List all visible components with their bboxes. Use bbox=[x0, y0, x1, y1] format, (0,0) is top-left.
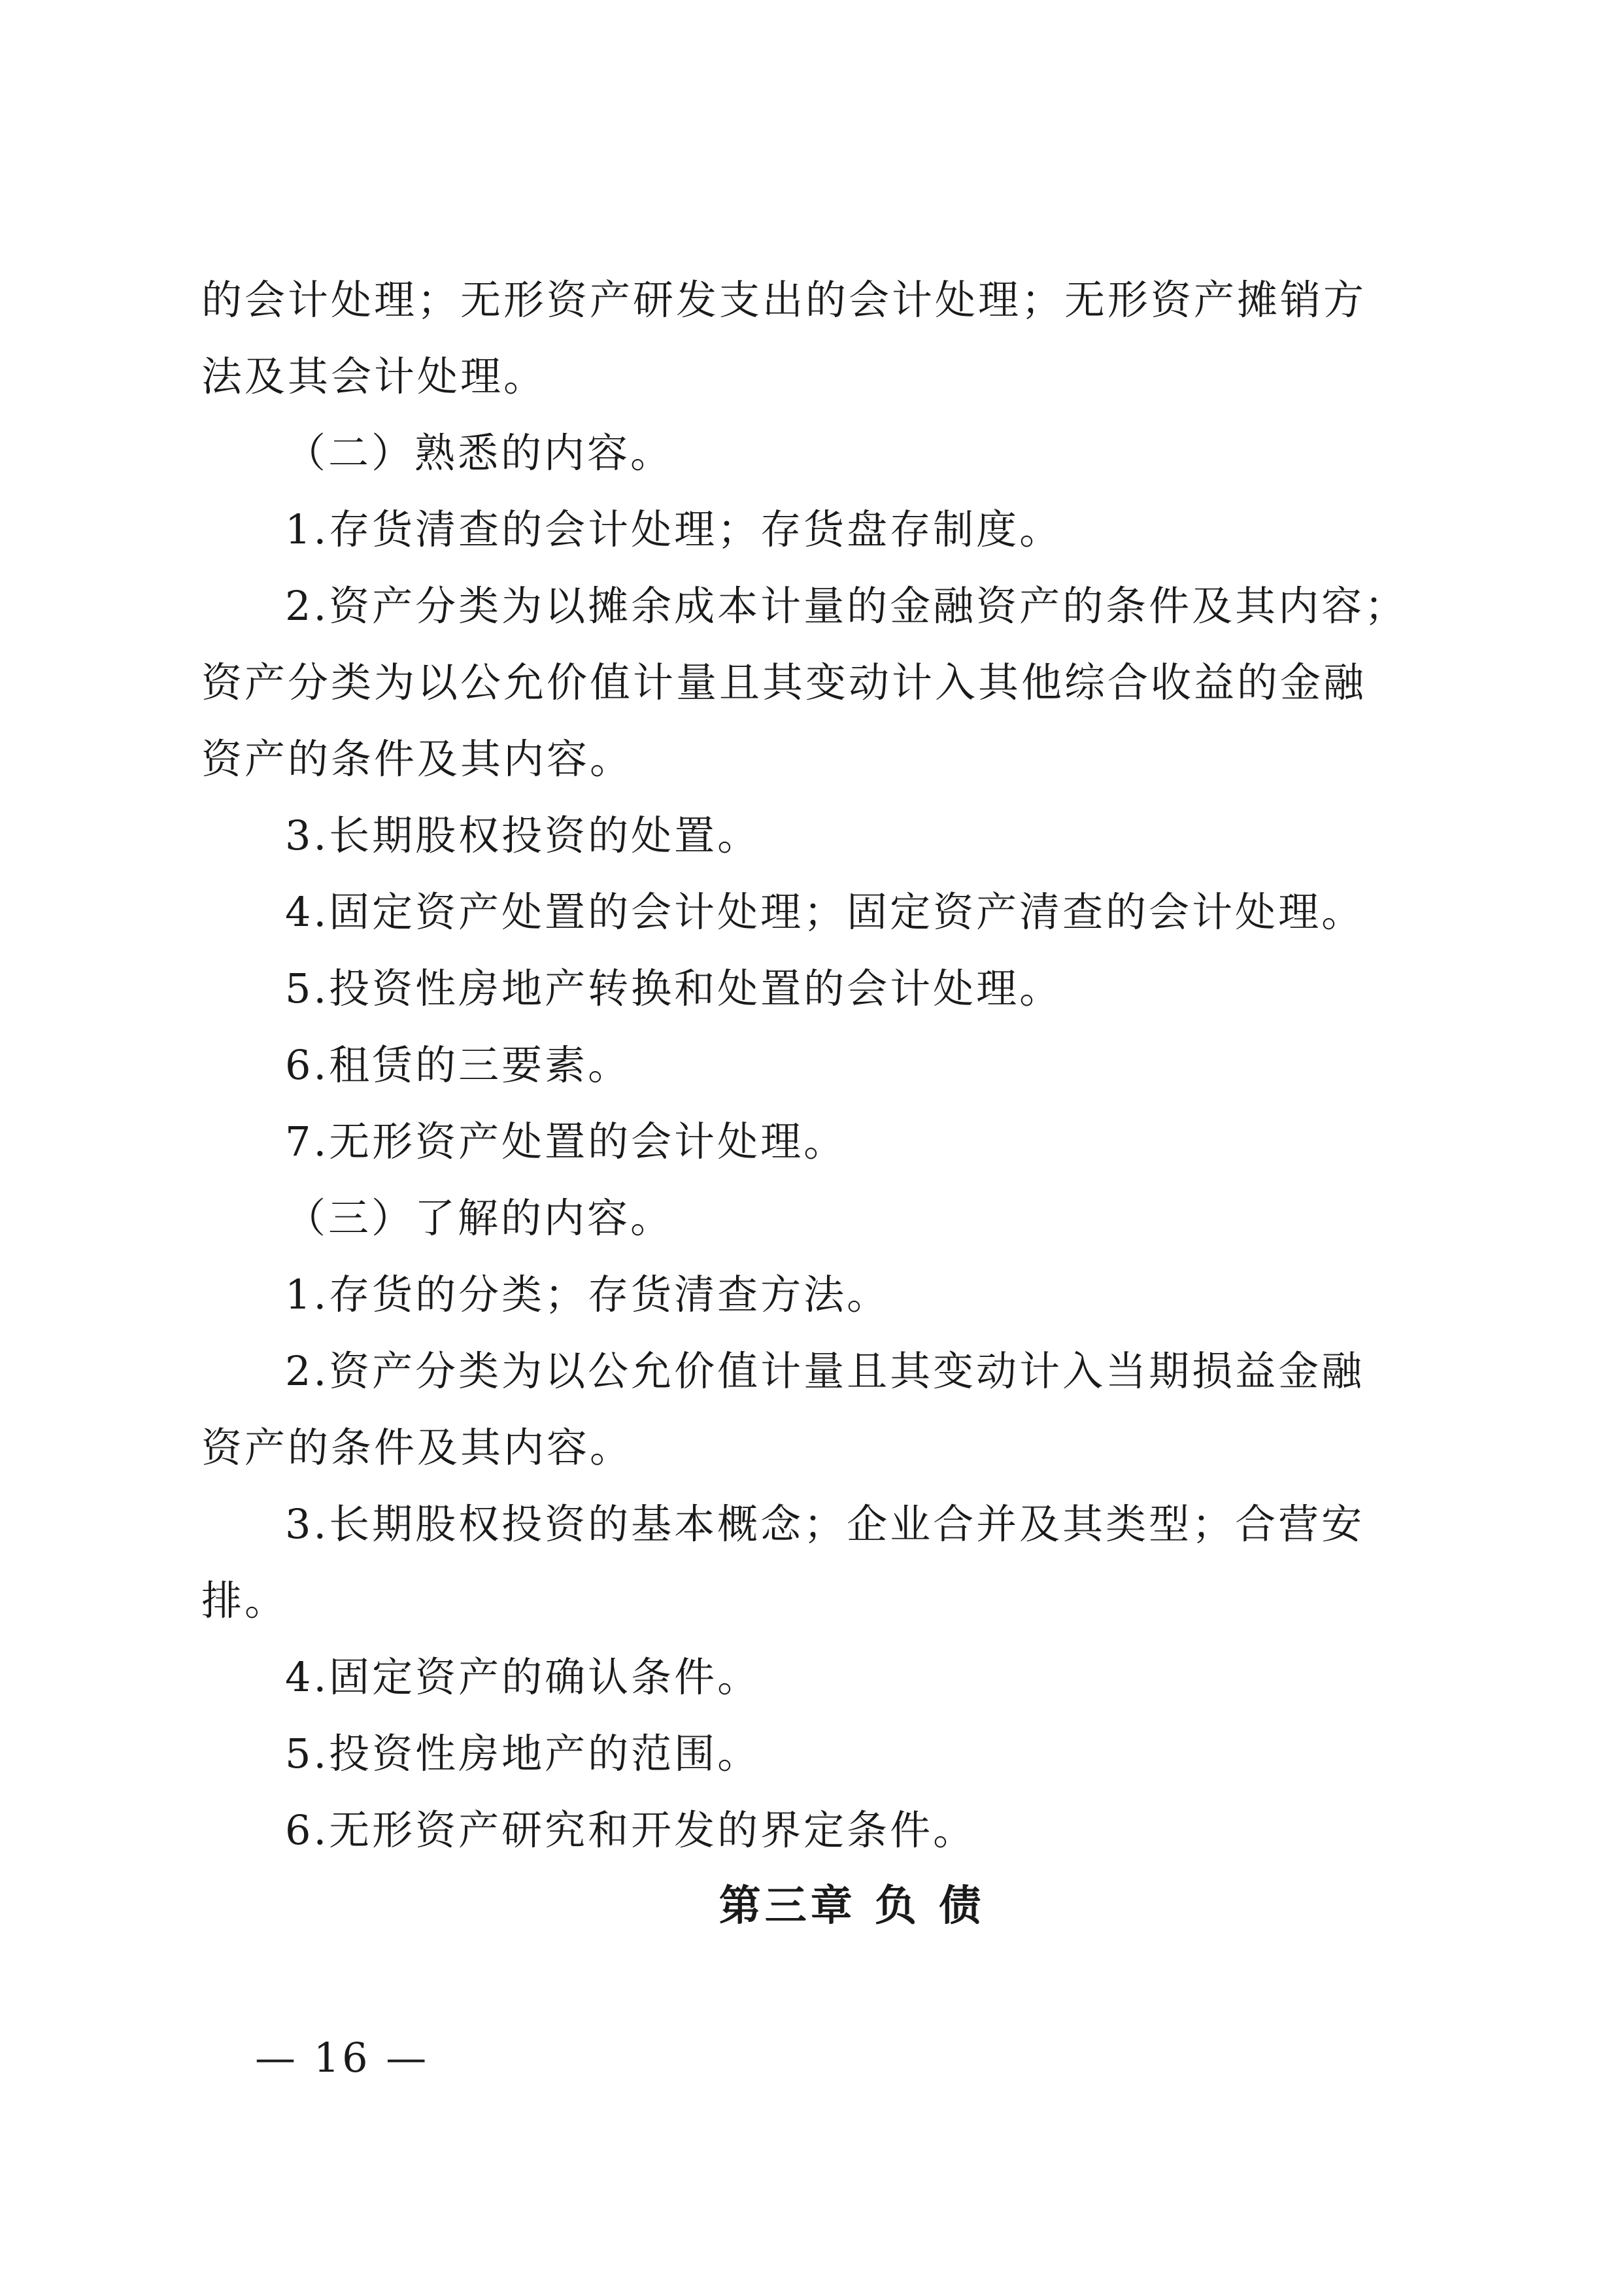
list-item: 6.租赁的三要素。 bbox=[285, 1041, 632, 1089]
text-line-continuation: 资产的条件及其内容。 bbox=[201, 1424, 634, 1471]
list-item: 5.投资性房地产转换和处置的会计处理。 bbox=[285, 965, 1063, 1012]
list-item: 4.固定资产的确认条件。 bbox=[285, 1653, 761, 1701]
chapter-title: 第三章 负 债 bbox=[718, 1882, 985, 1930]
list-item: 6.无形资产研究和开发的界定条件。 bbox=[285, 1806, 977, 1854]
text-line-continuation: 排。 bbox=[201, 1577, 288, 1624]
list-item: 3.长期股权投资的处置。 bbox=[285, 812, 761, 859]
list-item: 2.资产分类为以公允价值计量且其变动计入当期损益金融 bbox=[285, 1347, 1365, 1395]
list-item: 1.存货清查的会计处理；存货盘存制度。 bbox=[285, 505, 1063, 553]
text-line-continuation: 资产分类为以公允价值计量且其变动计入其他综合收益的金融 bbox=[201, 659, 1367, 706]
list-item: 1.存货的分类；存货清查方法。 bbox=[285, 1271, 890, 1318]
page-number: — 16 — bbox=[255, 2034, 430, 2082]
section-heading-understand: （三）了解的内容。 bbox=[285, 1194, 674, 1242]
list-item: 5.投资性房地产的范围。 bbox=[285, 1730, 761, 1777]
list-item: 3.长期股权投资的基本概念；企业合并及其类型；合营安 bbox=[285, 1500, 1365, 1548]
text-line-2: 法及其会计处理。 bbox=[201, 352, 547, 400]
list-item: 2.资产分类为以摊余成本计量的金融资产的条件及其内容； bbox=[285, 582, 1408, 630]
section-heading-familiar: （二）熟悉的内容。 bbox=[285, 429, 674, 477]
list-item: 4.固定资产处置的会计处理；固定资产清查的会计处理。 bbox=[285, 888, 1365, 936]
text-line-1: 的会计处理；无形资产研发支出的会计处理；无形资产摊销方 bbox=[201, 276, 1367, 324]
body-text bbox=[201, 262, 1408, 1945]
list-item: 7.无形资产处置的会计处理。 bbox=[285, 1118, 847, 1165]
text-line-continuation: 资产的条件及其内容。 bbox=[201, 735, 634, 783]
